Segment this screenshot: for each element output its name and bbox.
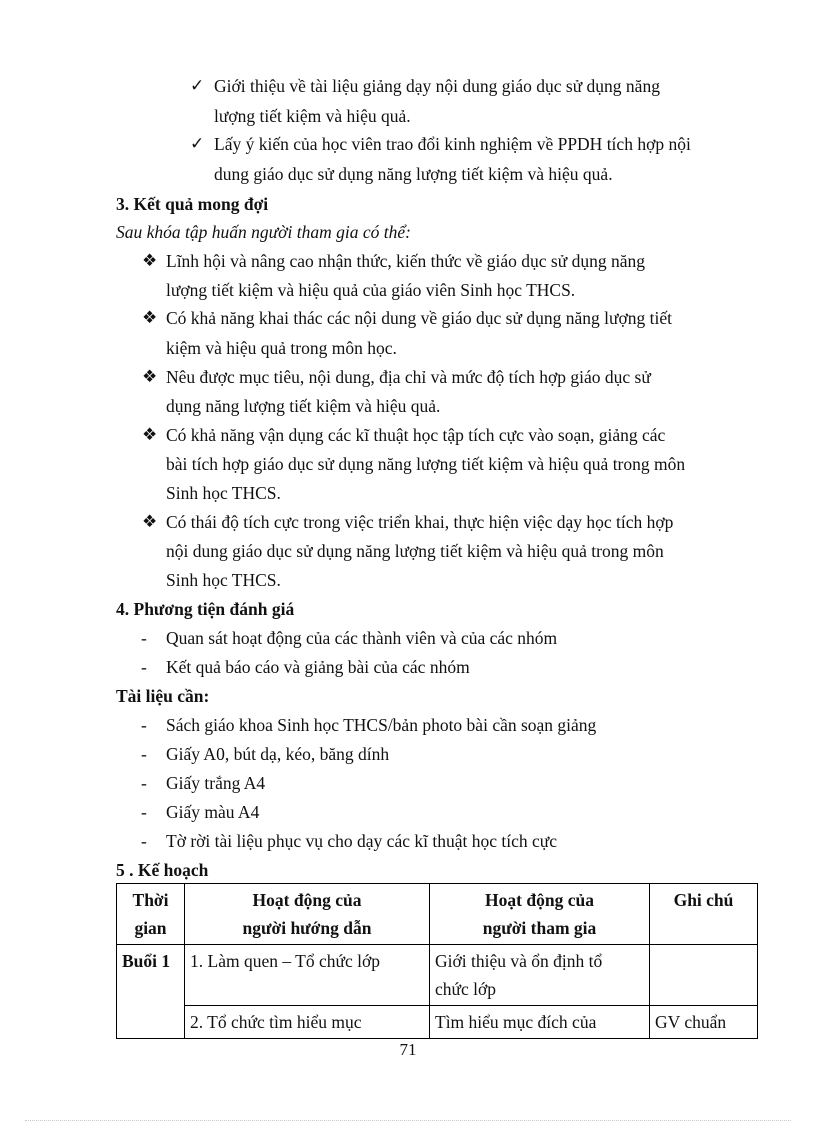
dash-bullet: -	[141, 628, 147, 648]
table-row	[117, 1006, 758, 1039]
notes-cell	[650, 945, 758, 1006]
check-item-2-line-1: Lấy ý kiến của học viên trao đổi kinh nghiệm về PPDH tích hợp nội	[214, 134, 691, 154]
outcome-1-line-1: Lĩnh hội và nâng cao nhận thức, kiến thức về giáo dục sử dụng năng	[166, 251, 645, 271]
session-cell: Buổi 1	[117, 945, 185, 1039]
outcome-1-line-2: lượng tiết kiệm và hiệu quả của giáo viên Sinh học THCS.	[166, 280, 576, 300]
dash-bullet: -	[141, 744, 147, 764]
outcome-3-line-2: dụng năng lượng tiết kiệm và hiệu quả.	[166, 396, 441, 416]
participant-activity-cell: Tìm hiểu mục đích của	[430, 1006, 650, 1039]
outcome-4-line-2: bài tích hợp giáo dục sử dụng năng lượng tiết kiệm và hiệu quả trong môn	[166, 454, 686, 474]
checkmark-icon: ✓	[190, 76, 205, 95]
material-item-2: Giấy A0, bút dạ, kéo, băng dính	[166, 744, 390, 764]
instructor-activity-cell: 2. Tổ chức tìm hiểu mục	[185, 1006, 430, 1039]
table-header-row	[117, 884, 758, 945]
material-item-4: Giấy màu A4	[166, 802, 260, 822]
evaluation-item-1: Quan sát hoạt động của các thành viên và của các nhóm	[166, 628, 558, 648]
header-instructor-activity: Hoạt động của người hướng dẫn	[185, 884, 430, 945]
diamond-bullet-icon: ❖	[142, 251, 158, 270]
plan-table	[116, 883, 758, 1039]
material-item-5: Tờ rời tài liệu phục vụ cho dạy các kĩ thuật học tích cực	[166, 831, 557, 851]
dash-bullet: -	[141, 773, 147, 793]
check-item-1-line-1: Giới thiệu về tài liệu giảng dạy nội dung giáo dục sử dụng năng	[214, 76, 660, 96]
material-item-3: Giấy trắng A4	[166, 773, 266, 793]
section-3-heading: 3. Kết quả mong đợi	[116, 194, 269, 214]
dash-bullet: -	[141, 802, 147, 822]
header-notes: Ghi chú	[650, 884, 758, 945]
participant-activity-cell: Giới thiệu và ổn định tổ chức lớp	[430, 945, 650, 1006]
section-5-heading: 5 . Kế hoạch	[116, 860, 209, 880]
outcome-4-line-1: Có khả năng vận dụng các kĩ thuật học tập tích cực vào soạn, giảng các	[166, 425, 666, 445]
page-number: 71	[399, 1040, 417, 1059]
header-time: Thời gian	[117, 884, 185, 945]
outcome-5-line-3: Sinh học THCS.	[166, 570, 281, 590]
section-4-heading: 4. Phương tiện đánh giá	[116, 599, 295, 619]
outcome-3-line-1: Nêu được mục tiêu, nội dung, địa chỉ và mức độ tích hợp giáo dục sử	[166, 367, 651, 387]
check-item-1-line-2: lượng tiết kiệm và hiệu quả.	[214, 106, 411, 126]
material-item-1: Sách giáo khoa Sinh học THCS/bản photo bài cần soạn giảng	[166, 715, 597, 735]
outcome-2-line-2: kiệm và hiệu quả trong môn học.	[166, 338, 397, 358]
diamond-bullet-icon: ❖	[142, 425, 158, 444]
table-row	[117, 945, 758, 1006]
outcome-5-line-2: nội dung giáo dục sử dụng năng lượng tiết kiệm và hiệu quả trong môn	[166, 541, 664, 561]
notes-cell: GV chuẩn	[650, 1006, 758, 1039]
diamond-bullet-icon: ❖	[142, 308, 158, 327]
dash-bullet: -	[141, 715, 147, 735]
section-3-intro: Sau khóa tập huấn người tham gia có thể:	[116, 222, 411, 242]
materials-heading: Tài liệu cần:	[116, 686, 210, 706]
checkmark-icon: ✓	[190, 134, 205, 153]
dash-bullet: -	[141, 657, 147, 677]
header-participant-activity: Hoạt động của người tham gia	[430, 884, 650, 945]
diamond-bullet-icon: ❖	[142, 512, 158, 531]
outcome-4-line-3: Sinh học THCS.	[166, 483, 281, 503]
page-bottom-divider	[25, 1120, 791, 1121]
check-item-2-line-2: dung giáo dục sử dụng năng lượng tiết kiệm và hiệu quả.	[214, 164, 613, 184]
outcome-5-line-1: Có thái độ tích cực trong việc triển khai, thực hiện việc dạy học tích hợp	[166, 512, 674, 532]
diamond-bullet-icon: ❖	[142, 367, 158, 386]
evaluation-item-2: Kết quả báo cáo và giảng bài của các nhóm	[166, 657, 470, 677]
outcome-2-line-1: Có khả năng khai thác các nội dung về giáo dục sử dụng năng lượng tiết	[166, 308, 672, 328]
instructor-activity-cell: 1. Làm quen – Tổ chức lớp	[185, 945, 430, 1006]
dash-bullet: -	[141, 831, 147, 851]
